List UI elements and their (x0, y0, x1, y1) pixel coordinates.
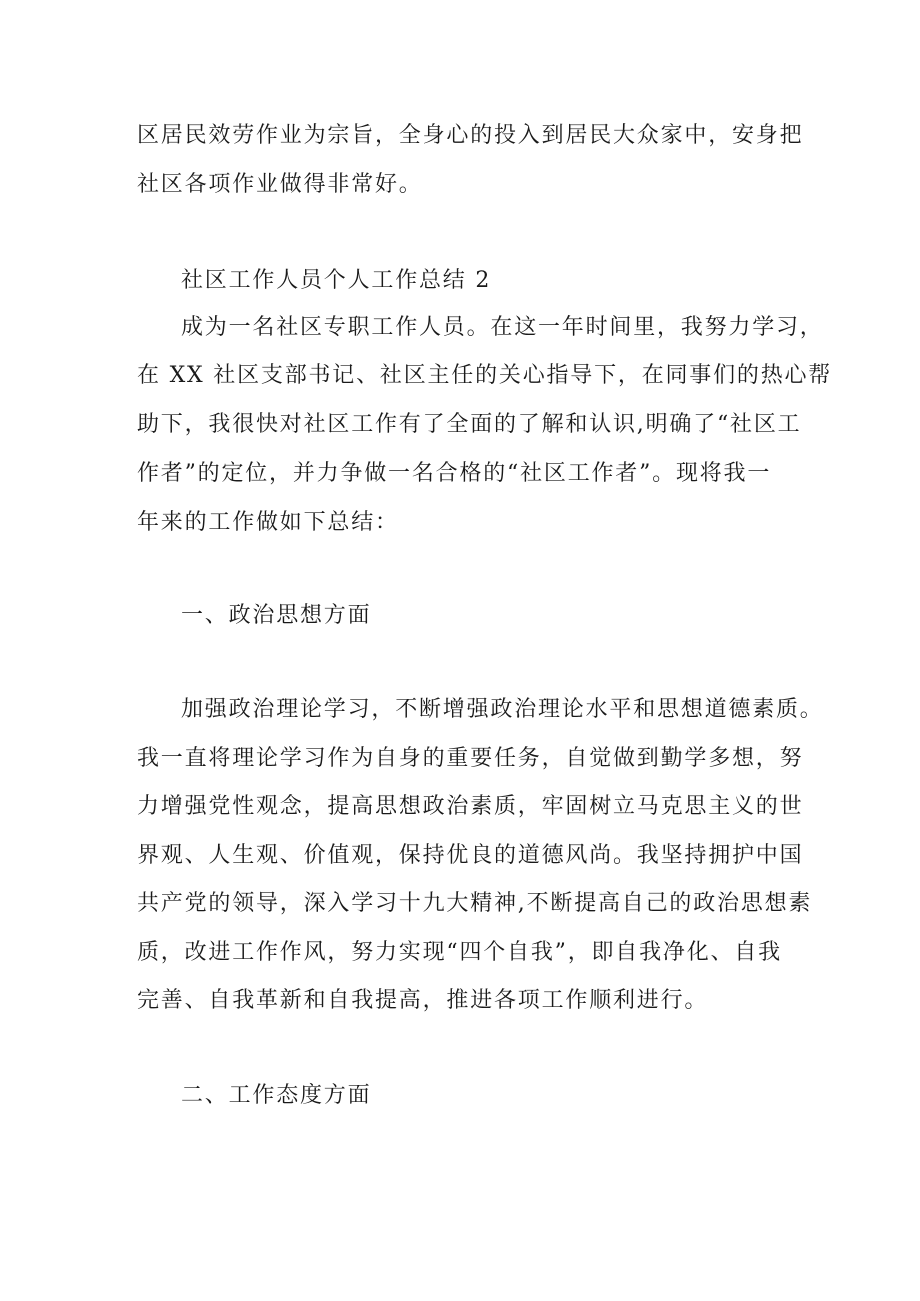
politics-line-1: 加强政治理论学习，不断增强政治理论水平和思想道德素质。 (181, 697, 824, 722)
opening-line-2: 在 XX 社区支部书记、社区主任的关心指导下，在同事们的热心帮 (137, 363, 833, 388)
intro-line-1: 区居民效劳作业为宗旨，全身心的投入到居民大众家中，安身把 (137, 123, 804, 148)
section-title: 社区工作人员个人工作总结 2 (181, 268, 492, 293)
politics-line-7: 完善、自我革新和自我提高，推进各项工作顺利进行。 (137, 988, 709, 1013)
politics-line-5: 共产党的领导，深入学习十九大精神,不断提高自己的政治思想素 (137, 891, 813, 916)
opening-line-4: 作者”的定位，并力争做一名合格的“社区工作者”。现将我一 (137, 461, 772, 486)
politics-line-3: 力增强党性观念，提高思想政治素质，牢固树立马克思主义的世 (137, 794, 804, 819)
intro-line-2: 社区各项作业做得非常好。 (137, 172, 423, 197)
politics-line-6: 质，改进工作作风，努力实现“四个自我”，即自我净化、自我 (137, 940, 782, 965)
heading-politics: 一、政治思想方面 (181, 603, 372, 628)
opening-line-1: 成为一名社区专职工作人员。在这一年时间里，我努力学习， (181, 315, 824, 340)
opening-line-5: 年来的工作做如下总结： (137, 510, 399, 535)
heading-work-attitude: 二、工作态度方面 (181, 1083, 372, 1108)
politics-line-4: 界观、人生观、价值观，保持优良的道德风尚。我坚持拥护中国 (137, 843, 804, 868)
opening-line-3: 助下，我很快对社区工作有了全面的了解和认识,明确了“社区工 (137, 412, 802, 437)
politics-line-2: 我一直将理论学习作为自身的重要任务，自觉做到勤学多想，努 (137, 746, 804, 771)
